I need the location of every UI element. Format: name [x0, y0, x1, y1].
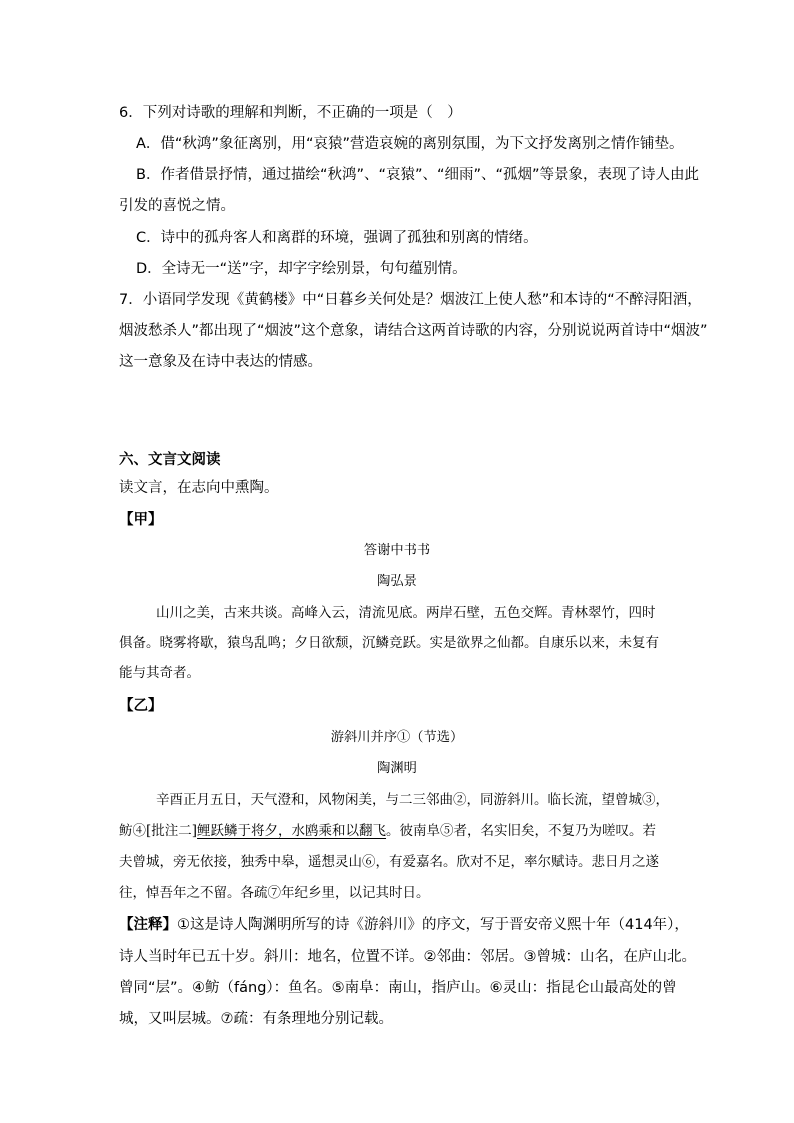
question-6-option-d: D．全诗无一“送”字，却字字绘别景，句句蕴别情。	[136, 261, 467, 277]
question-6-option-a: A．借“秋鸿”象征离别，用“哀猿”营造哀婉的离别氛围，为下文抒发离别之情作铺垫。	[136, 136, 684, 152]
notes-line-4: 城，又叫层城。⑦疏：有条理地分别记载。	[119, 1011, 393, 1027]
underlined-sentence: 鲤跃鳞于将夕，水鸥乘和以翻飞	[197, 823, 387, 839]
question-6-option-b-continued: 引发的喜悦之情。	[119, 198, 235, 214]
passage-yi-marker: 【乙】	[119, 698, 163, 714]
question-7-line-3: 这一意象及在诗中表达的情感。	[119, 354, 322, 370]
notes-line-1-text: ①这是诗人陶渊明所写的诗《游斜川》的序文，写于晋安帝义熙十年（414年），	[177, 917, 689, 933]
passage-yi-line-2-prefix: 鲂④[批注二]	[119, 823, 198, 839]
passage-yi-title: 游斜川并序①（节选）	[330, 730, 464, 745]
section-heading: 六、文言文阅读	[119, 452, 221, 468]
notes-label: 【注释】	[119, 917, 177, 933]
notes-line-1	[119, 916, 689, 934]
question-6-option-c: C．诗中的孤舟客人和离群的环境，强调了孤独和别离的情绪。	[136, 230, 538, 246]
passage-jia-title: 答谢中书书	[363, 543, 431, 558]
passage-yi-line-2-suffix: 。彼南阜⑤者，名实旧矣，不复乃为嗟叹。若	[386, 823, 657, 839]
passage-yi-line-3: 夫曾城，旁无依接，独秀中皋，遥想灵山⑥，有爱嘉名。欣对不足，率尔赋诗。悲日月之遂	[119, 854, 659, 870]
notes-line-3: 曾同“层”。④鲂（fáng）：鱼名。⑤南阜：南山，指庐山。⑥灵山：指昆仑山最高处的曾	[119, 980, 677, 996]
passage-jia-marker: 【甲】	[119, 512, 163, 528]
passage-jia-line-1: 山川之美，古来共谈。高峰入云，清流见底。两岸石壁，五色交辉。青林翠竹，四时	[156, 605, 656, 621]
passage-yi-line-2	[119, 822, 656, 840]
question-6-stem: 6．下列对诗歌的理解和判断，不正确的一项是（ ）	[119, 105, 462, 121]
passage-jia-line-2: 俱备。晓雾将歇，猿鸟乱鸣；夕日欲颓，沉鳞竞跃。实是欲界之仙都。自康乐以来，未复有	[119, 635, 659, 651]
passage-jia-line-3: 能与其奇者。	[119, 665, 200, 681]
passage-yi-author: 陶渊明	[377, 761, 417, 776]
section-intro: 读文言，在志向中熏陶。	[119, 480, 279, 496]
question-6-option-b: B．作者借景抒情，通过描绘“秋鸿”、“哀猿”、“细雨”、“孤烟”等景象，表现了诗人由此	[136, 167, 700, 183]
passage-yi-line-4: 往，悼吾年之不留。各疏⑦年纪乡里，以记其时日。	[119, 885, 430, 901]
question-7-line-1: 7．小语同学发现《黄鹤楼》中“日暮乡关何处是？烟波江上使人愁”和本诗的“不醉浔阳酒，	[119, 292, 702, 308]
passage-yi-line-1: 辛酉正月五日，天气澄和，风物闲美，与二三邻曲②，同游斜川。临长流，望曾城③，	[156, 792, 669, 808]
notes-line-2: 诗人当时年已五十岁。斜川：地名，位置不详。②邻曲：邻居。③曾城：山名，在庐山北。	[119, 949, 696, 965]
passage-jia-author: 陶弘景	[377, 574, 417, 589]
question-7-line-2: 烟波愁杀人”都出现了“烟波”这个意象，请结合这两首诗歌的内容，分别说说两首诗中“烟波”	[119, 323, 708, 339]
